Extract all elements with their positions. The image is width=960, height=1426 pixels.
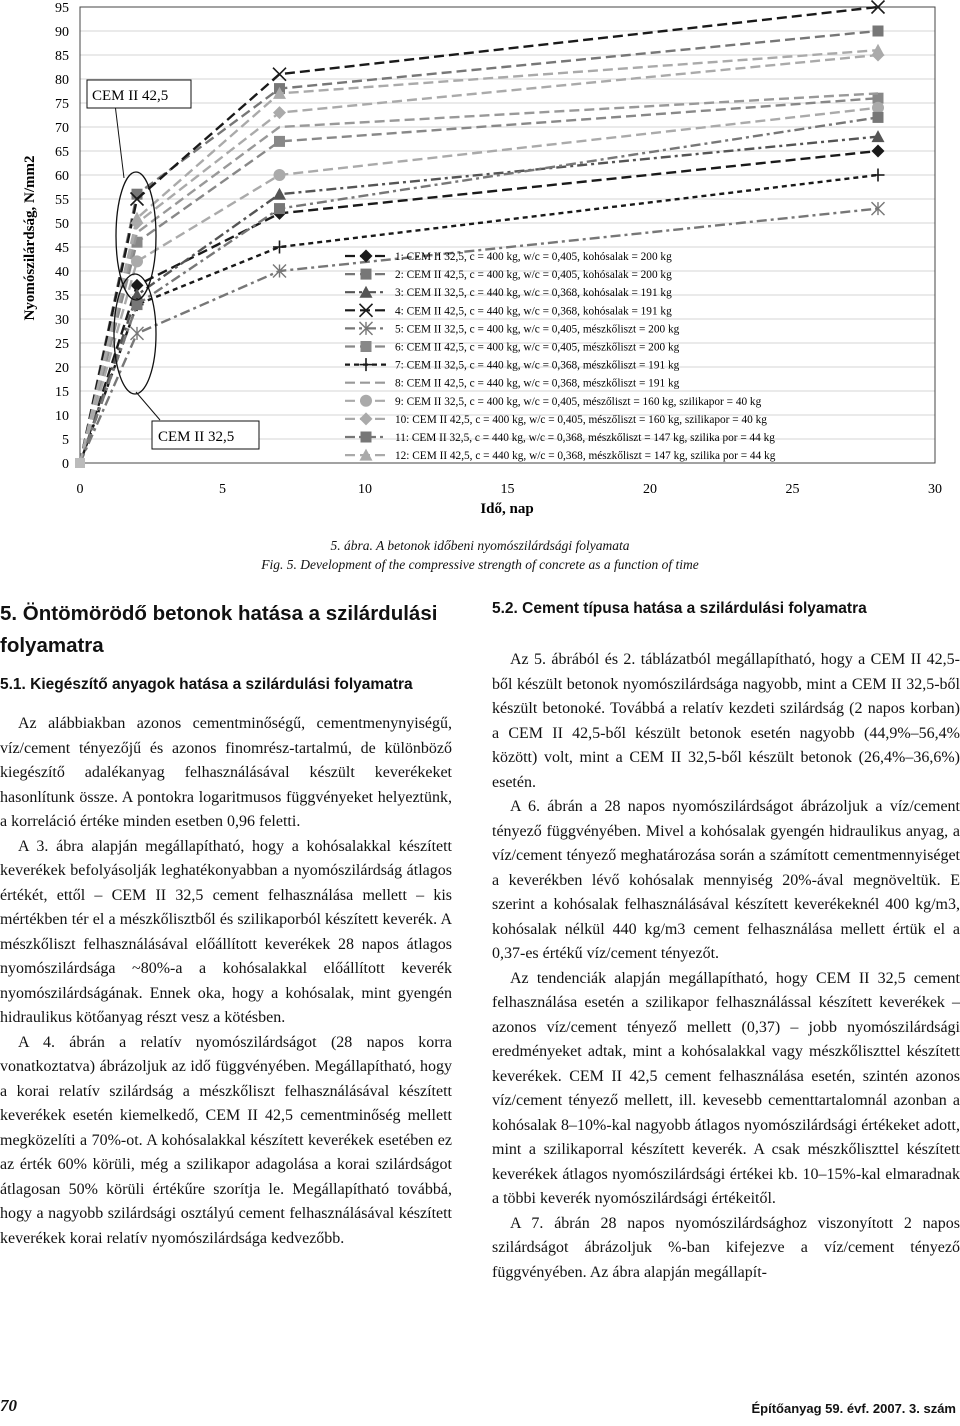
x-tick-label: 30: [928, 482, 942, 497]
data-point: [131, 327, 144, 340]
legend-label: 9: CEM II 32,5, c = 400 kg, w/c = 0,405, mészőliszt = 160 kg, szilikapor = 40 kg: [395, 395, 762, 408]
legend-label: 10: CEM II 42,5, c = 400 kg, w/c = 0,405, mészőliszt = 160 kg, szilikapor = 40 kg: [395, 413, 767, 426]
legend-label: 8: CEM II 42,5, c = 440 kg, w/c = 0,368, mészkőliszt = 191 kg: [395, 377, 680, 390]
legend-label: 4: CEM II 42,5, c = 440 kg, w/c = 0,368, kohósalak = 191 kg: [395, 305, 672, 318]
legend-label: 1: CEM II 32,5, c = 400 kg, w/c = 0,405, kohósalak = 200 kg: [395, 251, 672, 263]
legend-item-6: [345, 341, 680, 354]
legend-item-3: [345, 286, 672, 300]
data-point: [131, 255, 143, 267]
y-tick-label: 85: [55, 49, 69, 64]
x-tick-label: 5: [219, 482, 226, 497]
data-point-origin: [75, 458, 85, 468]
legend-label: 7: CEM II 32,5, c = 440 kg, w/c = 0,368, mészkőliszt = 191 kg: [395, 359, 680, 372]
legend-label: 6: CEM II 42,5, c = 400 kg, w/c = 0,405, mészkőliszt = 200 kg: [395, 341, 680, 354]
x-axis-label: Idő, nap: [480, 501, 534, 517]
legend-marker: [360, 412, 373, 425]
x-tick-label: 25: [785, 482, 800, 497]
paragraph: A 3. ábra alapján megállapítható, hogy a kohósalakkal készített keverékek befolyásolják leghatékonyabban a nyomószilárdság átlagos értékét, ettől – CEM II 32,5 cement felhasználása mellett – kis mértékben tér el a mészkőlisztből és szilikaporból készített keverék. A mészkőliszt felhasználásával előállított keverékek 28 napos átlagos nyomószilárdsága ~80%-a a kohósalakkal előállított keverék nyomószilárdságának. Ennek oka, hogy a kohósalak, mint gyengén hidraulikus kötőanyag részt vesz a kötésben.: [0, 837, 452, 1026]
paragraph: A 6. ábrán a 28 napos nyomószilárdságot ábrázoljuk a víz/cement tényező függvényében. Mivel a kohósalak gyengén hidraulikus anyag, a víz/cement tényező meghatározása során a számított cementmennyiséget a keverékben lévő kohósalak mennyiség 20%-ával megnöveltük. E szerint a kohósalak felhasználásával készített keverékeknél 400 kg/m3, kohósalak nélkül 440 kg/m3 cement felhasználása mellett értük el a 0,37-es értékű víz/cement tényezőt.: [492, 798, 960, 962]
y-axis-label: Nyomószilárdság, N/mm2: [22, 155, 38, 321]
legend-marker: [361, 269, 372, 280]
x-tick-label: 15: [500, 482, 515, 497]
y-tick-label: 90: [55, 25, 69, 40]
data-point: [873, 26, 884, 37]
y-tick-label: 55: [55, 193, 69, 208]
data-point: [274, 169, 286, 181]
legend-marker: [361, 341, 372, 352]
legend-item-12: [345, 449, 776, 463]
y-tick-label: 30: [55, 313, 69, 328]
y-tick-label: 20: [55, 361, 69, 376]
series-line: [80, 108, 878, 463]
data-point: [274, 136, 285, 147]
data-point: [273, 241, 286, 254]
y-tick-label: 10: [55, 409, 69, 424]
cem-32-label: CEM II 32,5: [158, 429, 235, 445]
data-point: [873, 112, 884, 123]
chart-legend: [345, 250, 776, 463]
y-tick-label: 75: [55, 97, 69, 112]
paragraph: Az 5. ábrából és 2. táblázatból megállapítható, hogy a CEM II 42,5-ből készült betonok nyomószilárdsága nagyobb, mint a CEM II 32,5-ből készült betonoké. Továbbá a relatív kezdeti szilárdság (2 napos korban) a CEM II 42,5-ből készült betonok esetén nagyobb (44,9%–56,4% között) volt, mint a CEM II 32,5-ből készült betonok (26,4%–36,6%) esetén.: [492, 651, 960, 791]
legend-label: 5: CEM II 32,5, c = 400 kg, w/c = 0,405, mészkőliszt = 200 kg: [395, 323, 680, 336]
data-point: [872, 169, 885, 182]
plot-area-border: [80, 7, 935, 463]
x-tick-label: 10: [358, 482, 372, 497]
y-tick-label: 95: [55, 1, 69, 16]
cem-32-connector: [136, 392, 160, 420]
figure-caption-en: Fig. 5. Development of the compressive strength of concrete as a function of time: [261, 557, 699, 572]
paragraph: Az tendenciák alapján megállapítható, hogy CEM II 32,5 cement felhasználása esetén a szilikapor felhasználással készített keverékek – azonos víz/cement tényező mellett (0,37) – jobb nyomószilárdsági eredményeket adtak, mint a kohósalakkal vagy mészkőliszttel készített keverékek. CEM II 42,5 cement felhasználása esetén, szintén azonos víz/cement tényező mellett, ill. kevesebb cementtartalomnál azonban a kohósalak 8–10%-kal nagyobb átlagos nyomószilárdsági értékeket adott, mint a szilikaporral készített keverék. A csak mészkőliszttel készített keverékek átlagos nyomószilárdsági értékei kb. 10–15%-kal elmaradnak a többi keverék nyomószilárdsági értékeitől.: [492, 969, 960, 1207]
y-tick-label: 60: [55, 169, 69, 184]
legend-marker: [361, 432, 372, 443]
figure-caption-hu: 5. ábra. A betonok időbeni nyomószilárdsági folyamata: [330, 538, 630, 553]
legend-item-11: [345, 432, 775, 445]
legend-item-10: [345, 412, 767, 426]
x-tick-label: 0: [76, 482, 84, 497]
x-tick-labels: [77, 482, 943, 497]
legend-label: 11: CEM II 32,5, c = 440 kg, w/c = 0,368, mészkőliszt = 147 kg, szilika por = 44 kg: [395, 432, 775, 444]
data-point: [132, 299, 143, 310]
data-point: [273, 188, 286, 200]
legend-item-9: [345, 395, 762, 408]
data-point: [872, 145, 885, 158]
data-point: [872, 202, 885, 215]
legend-item-2: [345, 269, 672, 282]
paragraph: A 7. ábrán 28 napos nyomószilárdsághoz viszonyított 2 napos szilárdságot ábrázoljuk %-ban kifejezve a víz/cement tényező függvényében. Az ábra alapján megállapít-: [492, 1214, 960, 1281]
legend-label: 2: CEM II 42,5, c = 400 kg, w/c = 0,405, kohósalak = 200 kg: [395, 269, 672, 282]
series-line: [80, 7, 878, 463]
y-tick-label: 35: [55, 289, 69, 304]
legend-item-1: [345, 250, 672, 264]
y-tick-label: 25: [55, 337, 69, 352]
x-tick-label: 20: [643, 482, 657, 497]
y-tick-label: 40: [55, 265, 69, 280]
legend-item-5: [345, 322, 680, 336]
legend-item-4: [345, 304, 672, 318]
paragraph: A 4. ábrán a relatív nyomószilárdságot (28 napos korra vonatkoztatva) ábrázoljuk az idő függvényében. Megállapítható, hogy a korai relatív szilárdság a mészkőliszt felhasználásával készített keverékek esetén kiemelkedő, CEM II 42,5 cementminőség mellett megközelíti a 70%-ot. A kohósalakkal készített keverékek esetében ez az érték 60% körüli, még a szilikapor adagolása a korai szilárdságot átlagosan 50% körüli értékűre szorítja le. Megállapítható továbbá, hogy a nagyobb szilárdsági osztályú cement felhasználásával készített keverékek korai relatív nyomószilárdsága kedvezőbb.: [0, 1033, 452, 1247]
subsection-heading-5-2: 5.2. Cement típusa hatása a szilárdulási folyamatra: [492, 600, 867, 617]
left-column: [0, 598, 452, 1251]
legend-label: 3: CEM II 32,5, c = 440 kg, w/c = 0,368, kohósalak = 191 kg: [395, 287, 672, 300]
y-tick-label: 0: [62, 457, 69, 472]
y-tick-labels: [55, 1, 69, 472]
y-tick-label: 70: [55, 121, 69, 136]
y-tick-label: 50: [55, 217, 69, 232]
strength-chart: [0, 0, 960, 530]
legend-marker: [360, 250, 373, 263]
subsection-heading-5-1: 5.1. Kiegészítő anyagok hatása a szilárdulási folyamatra: [0, 676, 413, 693]
legend-label: 12: CEM II 42,5, c = 440 kg, w/c = 0,368, mészkőliszt = 147 kg, szilika por = 44 kg: [395, 450, 776, 463]
chart-grid: [80, 7, 935, 463]
y-tick-label: 15: [55, 385, 69, 400]
y-tick-label: 5: [62, 433, 69, 448]
right-column: [492, 598, 960, 1285]
data-point: [274, 203, 285, 214]
legend-item-8: [345, 378, 680, 390]
section-heading: 5. Öntömörödő betonok hatása a szilárdulási folyamatra: [0, 602, 438, 657]
legend-marker: [360, 358, 373, 371]
legend-item-7: [345, 358, 680, 372]
y-tick-label: 45: [55, 241, 69, 256]
page-number: 70: [0, 1396, 17, 1415]
journal-footer: Építőanyag 59. évf. 2007. 3. szám: [751, 1401, 956, 1416]
paragraph: Az alábbiakban azonos cementminőségű, cementmenynyiségű, víz/cement tényezőjű és azonos finomrész-tartalmú, de különböző kiegészítő adalékanyag felhasználásával készült keverékeket hasonlítunk össze. A pontokra logaritmusos függvényeket helyeztünk, a korreláció értéke minden esetben 0,96 feletti.: [0, 715, 452, 830]
cem-42-label: CEM II 42,5: [92, 88, 169, 104]
legend-marker: [360, 395, 372, 407]
y-tick-label: 65: [55, 145, 69, 160]
y-tick-label: 80: [55, 73, 69, 88]
